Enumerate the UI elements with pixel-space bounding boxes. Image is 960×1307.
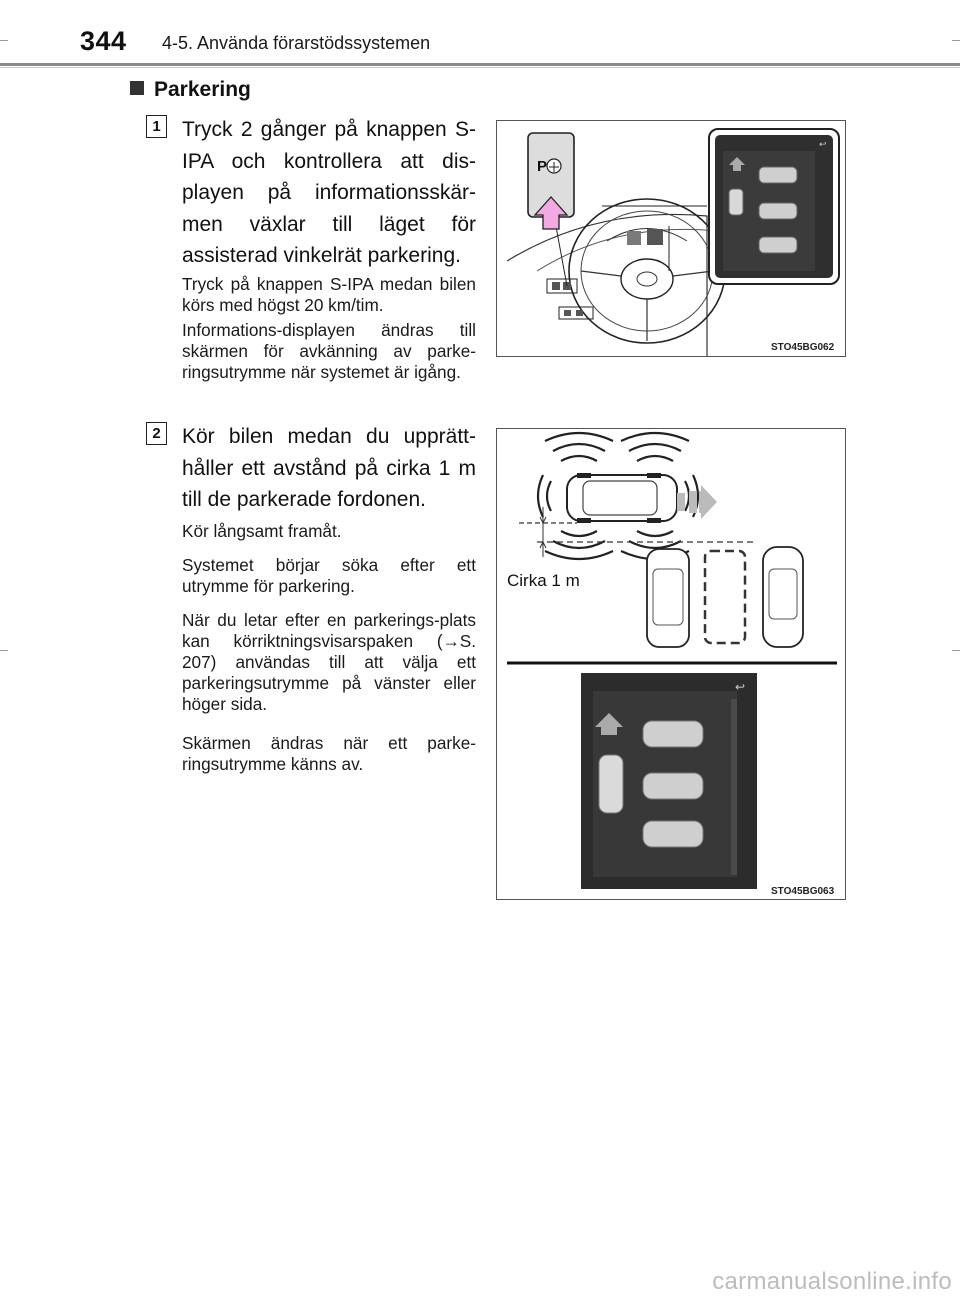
distance-label: Cirka 1 m <box>507 571 580 590</box>
step-1-note-2: Informations-displayen ändras till skärmen för avkänning av parke-ringsutrymme när systemet är igång. <box>182 320 476 382</box>
chapter-title: 4-5. Använda förarstödssystemen <box>162 33 431 53</box>
header-divider <box>0 63 960 66</box>
step-1-note-1: Tryck på knappen S-IPA medan bilen körs med högst 20 km/tim. <box>182 274 476 315</box>
step-2-note-3: När du letar efter en parkerings-plats kan körriktningsvisarspaken (→S. 207) användas till att välja ett parkeringsutrymme på vänster eller höger sida. <box>182 610 476 714</box>
step-1-text: Tryck 2 gånger på knappen S-IPA och kontrollera att dis-playen på informationsskär-men växlar till läget för assisterad vinkelrät parkering. <box>182 118 476 267</box>
square-bullet-icon <box>130 81 144 95</box>
header-divider-thin <box>0 67 960 68</box>
crop-mark <box>0 650 8 651</box>
step-2-text: Kör bilen medan du upprätt-håller ett avstånd på cirka 1 m till de parkerade fordonen. <box>182 425 476 511</box>
crop-mark <box>0 40 8 41</box>
section-heading <box>130 78 251 102</box>
crop-mark <box>952 650 960 651</box>
figure-code: STO45BG063 <box>771 886 835 897</box>
watermark: carmanualsonline.info <box>712 1268 952 1295</box>
svg-text:↩: ↩ <box>735 680 746 694</box>
sipa-button-label: P <box>537 158 548 175</box>
figure-code: STO45BG062 <box>771 342 835 353</box>
svg-text:↩: ↩ <box>819 140 827 150</box>
figure-parking-search <box>496 428 846 900</box>
page-number: 344 <box>80 26 127 56</box>
figure-dashboard-sipa <box>496 120 846 357</box>
parking-search-illustration <box>497 429 845 899</box>
crop-mark <box>952 40 960 41</box>
step-number-2: 2 <box>146 422 167 445</box>
step-2-note-2: Systemet börjar söka efter ett utrymme för parkering. <box>182 555 476 596</box>
step-number-1: 1 <box>146 115 167 138</box>
dashboard-illustration <box>497 121 845 356</box>
section-title: Parkering <box>154 78 251 101</box>
step-2-note-4: Skärmen ändras när ett parke-ringsutrymme känns av. <box>182 733 476 774</box>
step-2-note-1: Kör långsamt framåt. <box>182 521 342 541</box>
